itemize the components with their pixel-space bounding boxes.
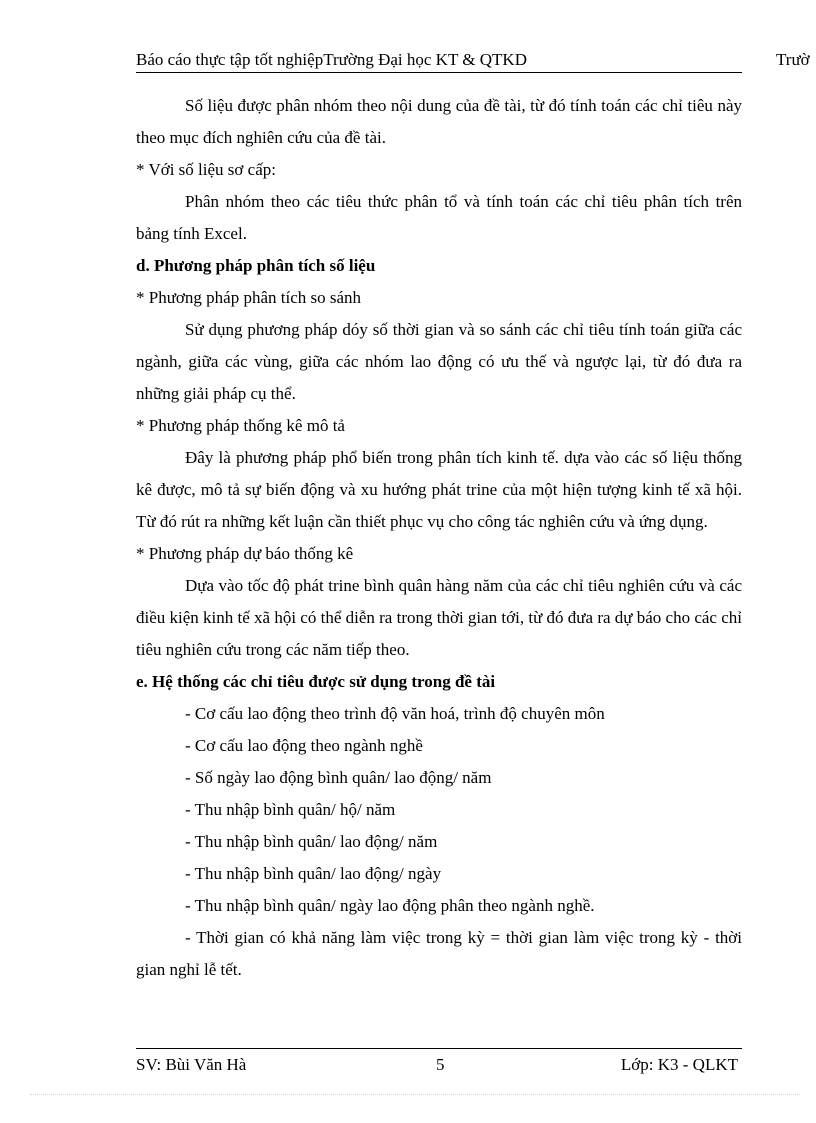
list-item: - Thu nhập bình quân/ lao động/ ngày [185, 864, 442, 883]
heading-d: d. Phương pháp phân tích số liệu [136, 256, 376, 275]
paragraph-comparison: Sử dụng phương pháp dóy số thời gian và so sánh các chỉ tiêu tính toán giữa các ngành, giữa các vùng, giữa các nhóm lao động có ưu thế và ngược lại, từ đó đưa ra những giải pháp cụ thể. [136, 320, 742, 403]
paragraph-primary-data: Phân nhóm theo các tiêu thức phân tổ và tính toán các chỉ tiêu phân tích trên bảng tính Excel. [136, 192, 742, 243]
list-item: - Cơ cấu lao động theo ngành nghề [185, 736, 423, 755]
list-item: - Thu nhập bình quân/ lao động/ năm [185, 832, 438, 851]
paragraph-secondary-data: Số liệu được phân nhóm theo nội dung của đề tài, từ đó tính toán các chỉ tiêu này theo mục đích nghiên cứu của đề tài. [136, 96, 742, 147]
paragraph-descriptive: Đây là phương pháp phổ biến trong phân tích kinh tế. dựa vào các số liệu thống kê được, mô tả sự biến động và xu hướng phát trine của một hiện tượng kinh tế xã hội. Từ đó rút ra những kết luận cần thiết phục vụ cho công tác nghiên cứu và ứng dụng. [136, 448, 742, 531]
list-item: - Cơ cấu lao động theo trình độ văn hoá, trình độ chuyên môn [185, 704, 605, 723]
header-title: Báo cáo thực tập tốt nghiệpTrường Đại học KT & QTKD [136, 50, 527, 69]
header-overflow-text: Trườ [776, 50, 810, 69]
footer-student: SV: Bùi Văn Hà [136, 1055, 247, 1074]
document-body [136, 90, 742, 986]
list-item: - Thời gian có khả năng làm việc trong kỳ = thời gian làm việc trong kỳ - thời gian nghỉ lễ tết. [136, 928, 742, 979]
list-item: - Thu nhập bình quân/ hộ/ năm [185, 800, 396, 819]
bullet-descriptive: * Phương pháp thống kê mô tả [136, 416, 345, 435]
page-edge-divider [30, 1094, 800, 1095]
bullet-primary-data: * Với số liệu sơ cấp: [136, 160, 276, 179]
heading-e: e. Hệ thống các chỉ tiêu được sử dụng trong đề tài [136, 672, 496, 691]
page-footer [136, 1055, 742, 1075]
list-item: - Thu nhập bình quân/ ngày lao động phân theo ngành nghề. [185, 896, 595, 915]
page-header [136, 50, 742, 73]
bullet-comparison: * Phương pháp phân tích so sánh [136, 288, 362, 307]
footer-class: Lớp: K3 - QLKT [620, 1055, 738, 1074]
list-item: - Số ngày lao động bình quân/ lao động/ năm [185, 768, 492, 787]
bullet-forecast: * Phương pháp dự báo thống kê [136, 544, 354, 563]
paragraph-forecast: Dựa vào tốc độ phát trine bình quân hàng năm của các chỉ tiêu nghiên cứu và các điều kiện kinh tế xã hội có thể diễn ra trong thời gian tới, từ đó đưa ra dự báo cho các chỉ tiêu nghiên cứu trong các năm tiếp theo. [136, 576, 742, 659]
page-number: 5 [436, 1055, 445, 1074]
footer-divider [136, 1048, 742, 1049]
